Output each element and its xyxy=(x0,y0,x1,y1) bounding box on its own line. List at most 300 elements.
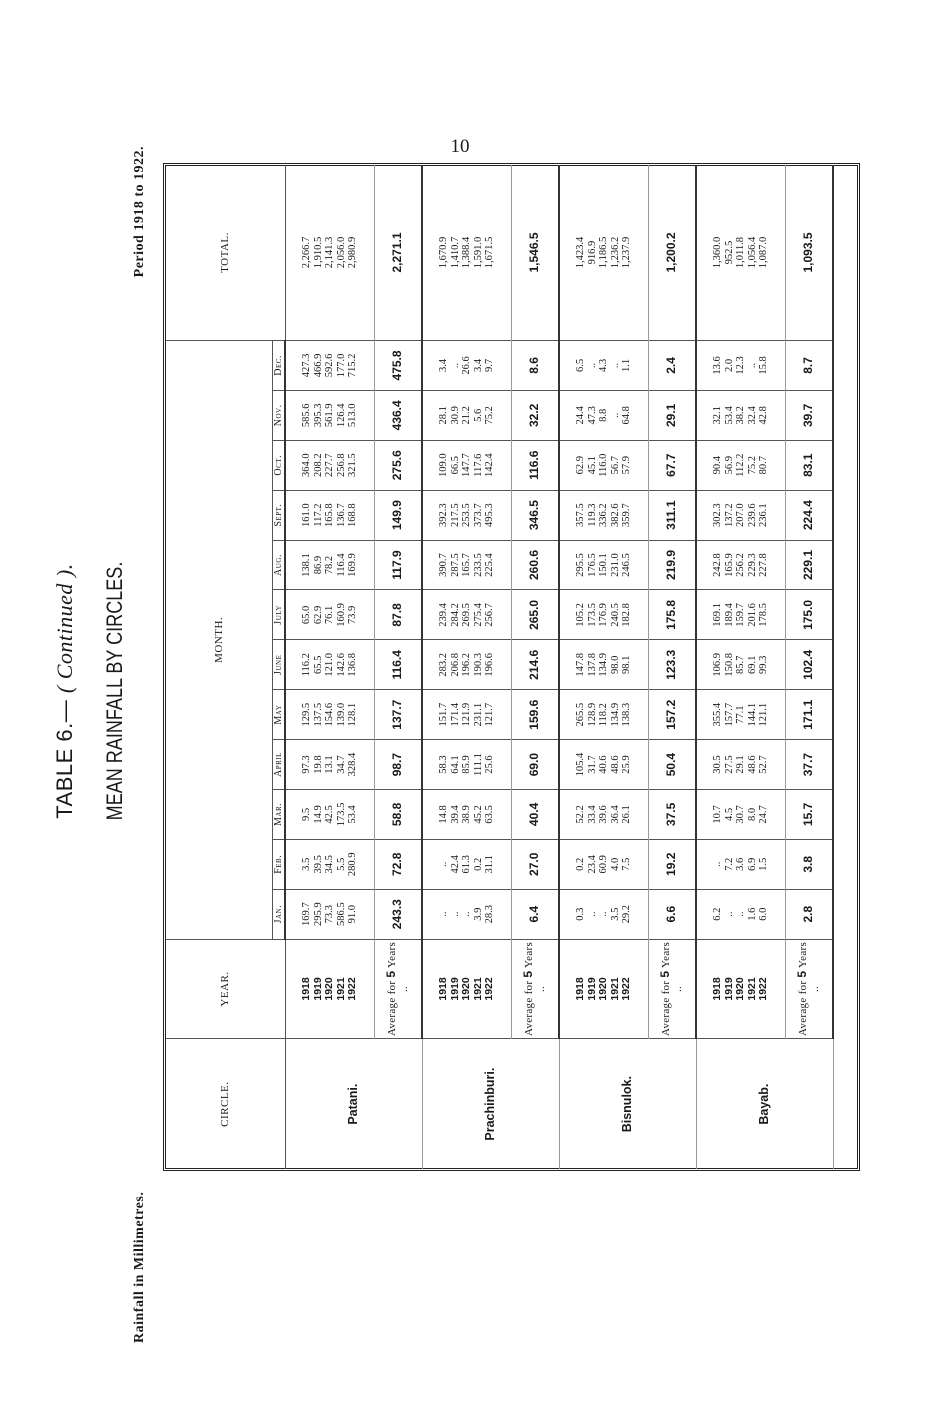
rainfall-value: 32.1 xyxy=(712,406,724,425)
rainfall-value: 34.7 xyxy=(335,755,347,774)
rainfall-value: .. xyxy=(449,362,461,369)
month-values-july xyxy=(422,590,512,640)
month-header-july: July xyxy=(273,590,286,640)
year-value: 1920 xyxy=(734,977,747,1001)
rainfall-value: 225.4 xyxy=(484,553,496,577)
average-label-text: Average for xyxy=(660,980,672,1036)
rainfall-value: 66.5 xyxy=(449,456,461,475)
average-dots: .. xyxy=(671,985,684,993)
rainfall-value: 60.9 xyxy=(598,855,610,874)
year-value: 1921 xyxy=(608,977,621,1001)
rainfall-value: 513.0 xyxy=(347,403,359,428)
circle-average-row xyxy=(786,165,834,1169)
month-values-dec xyxy=(422,341,512,391)
year-value: 1921 xyxy=(745,977,758,1001)
average-years-count: 5 xyxy=(658,970,672,978)
average-value: 39.7 xyxy=(786,390,834,440)
rainfall-value: 56.9 xyxy=(723,456,735,475)
rainfall-value: 34.5 xyxy=(324,855,336,874)
rainfall-value: 239.4 xyxy=(438,603,450,627)
rainfall-value: 8.0 xyxy=(746,807,758,821)
average-years-suffix: Years xyxy=(660,941,672,968)
rainfall-value: 392.3 xyxy=(438,503,450,527)
table-body xyxy=(285,165,833,1169)
average-total-value: 2,271.1 xyxy=(375,165,423,341)
month-values-june xyxy=(285,640,375,690)
table-title-number: TABLE 6.— xyxy=(52,699,77,819)
average-value: 243.3 xyxy=(375,889,423,939)
rainfall-value: 53.4 xyxy=(347,805,359,824)
rainfall-value: 62.9 xyxy=(575,456,587,475)
rainfall-value: 585.6 xyxy=(301,403,313,428)
year-value: 1920 xyxy=(597,977,610,1001)
total-value: 2,980.9 xyxy=(347,236,358,269)
month-values-nov xyxy=(696,390,786,440)
total-value: 1,236.2 xyxy=(609,236,621,269)
total-value: 1,423.4 xyxy=(575,236,587,269)
month-values-aug xyxy=(422,540,512,590)
rainfall-value: 134.9 xyxy=(609,702,621,727)
total-value: 1,670.9 xyxy=(438,236,450,269)
rainfall-value: 9.7 xyxy=(484,358,496,373)
average-value: 171.1 xyxy=(786,690,834,740)
rainfall-value: 116.4 xyxy=(335,553,347,577)
average-value: 346.5 xyxy=(512,490,560,540)
average-value: 40.4 xyxy=(512,790,560,840)
average-total-value: 1,093.5 xyxy=(786,165,834,341)
average-value: 58.8 xyxy=(375,790,423,840)
month-header-sept: Sept. xyxy=(273,490,286,540)
rainfall-value: 390.7 xyxy=(438,553,450,577)
rainfall-value: 7.5 xyxy=(621,857,633,871)
rainfall-value: 14.9 xyxy=(312,805,324,824)
month-values-feb xyxy=(422,839,512,889)
month-values-june xyxy=(422,640,512,690)
average-value: 67.7 xyxy=(649,440,697,490)
rainfall-value: 112.2 xyxy=(735,453,747,477)
month-values-feb xyxy=(696,839,786,889)
month-header-jan: Jan. xyxy=(273,889,286,939)
rainfall-value: 9.5 xyxy=(301,807,313,821)
rainfall-value: 328.4 xyxy=(347,752,359,777)
total-value: 1,186.5 xyxy=(598,236,610,269)
circle-average-row xyxy=(649,165,697,1169)
rainfall-value: 121.7 xyxy=(484,702,496,727)
year-list xyxy=(559,939,649,1039)
year-value: 1918 xyxy=(711,977,724,1001)
rainfall-value: 171.4 xyxy=(449,702,461,727)
average-value: 175.0 xyxy=(786,590,834,640)
rainfall-value: 118.2 xyxy=(598,703,610,727)
circle-data-row xyxy=(696,165,786,1169)
rainfall-value: .. xyxy=(723,911,735,917)
rainfall-value: 65.0 xyxy=(301,605,313,625)
month-header-may: May xyxy=(273,690,286,740)
rainfall-value: 14.8 xyxy=(438,805,450,824)
total-value: 1,087.0 xyxy=(758,236,770,269)
rainfall-value: 6.0 xyxy=(758,907,770,921)
year-list xyxy=(422,939,512,1039)
rainfall-value: 4.0 xyxy=(609,857,621,871)
rainfall-value: 169.9 xyxy=(347,553,359,577)
total-value: 916.9 xyxy=(586,240,598,265)
rainfall-value: 165.7 xyxy=(461,553,473,577)
rainfall-value: 36.4 xyxy=(609,805,621,824)
total-values xyxy=(696,165,786,341)
average-value: 87.8 xyxy=(375,590,423,640)
page-number: 10 xyxy=(450,136,470,157)
rainfall-value: 45.1 xyxy=(586,456,598,475)
month-values-may xyxy=(422,690,512,740)
rainfall-value: 119.3 xyxy=(586,503,598,527)
average-value: 123.3 xyxy=(649,640,697,690)
rainfall-value: 157.7 xyxy=(723,702,735,727)
average-value: 6.4 xyxy=(512,889,560,939)
rainfall-value: .. xyxy=(609,362,621,369)
rainfall-value: 61.3 xyxy=(461,855,473,874)
rainfall-value: 24.4 xyxy=(575,406,587,425)
header-circle: CIRCLE. xyxy=(166,1039,285,1169)
month-values-sept xyxy=(559,490,649,540)
month-values-mar xyxy=(696,790,786,840)
rainfall-value: 48.6 xyxy=(609,755,621,774)
month-values-oct xyxy=(559,440,649,490)
rainfall-value: 206.8 xyxy=(449,652,461,677)
rainfall-value: 287.5 xyxy=(449,553,461,577)
rainfall-value: 5.6 xyxy=(472,408,484,422)
month-header-june: June xyxy=(273,640,286,690)
month-values-feb xyxy=(285,839,375,889)
rainfall-value: .. xyxy=(586,362,598,369)
rainfall-value: 29.2 xyxy=(621,904,633,924)
rainfall-value: 173.5 xyxy=(586,603,598,627)
rainfall-value: 2.0 xyxy=(723,358,735,373)
rainfall-value: 40.6 xyxy=(598,755,610,774)
year-value: 1919 xyxy=(448,977,461,1001)
average-value: 214.6 xyxy=(512,640,560,690)
month-values-april xyxy=(559,740,649,790)
rainfall-value: 25.9 xyxy=(621,755,633,774)
average-value: 37.5 xyxy=(649,790,697,840)
rainfall-value: 3.9 xyxy=(472,907,484,921)
month-values-april xyxy=(422,740,512,790)
rainfall-value: 150.1 xyxy=(598,553,610,577)
rainfall-value: 151.7 xyxy=(438,702,450,727)
month-header-aug: Aug. xyxy=(273,540,286,590)
rainfall-value: 105.2 xyxy=(575,603,587,627)
rainfall-value: 168.8 xyxy=(347,503,359,527)
rainfall-value: 91.0 xyxy=(347,904,359,924)
rainfall-value: .. xyxy=(449,911,461,917)
rainfall-value: 38.2 xyxy=(735,406,747,425)
rainfall-value: 139.0 xyxy=(335,702,347,727)
month-header-feb: Feb. xyxy=(273,839,286,889)
rainfall-value: 33.4 xyxy=(586,805,598,824)
rainfall-value: 105.4 xyxy=(575,752,587,777)
average-years-count: 5 xyxy=(521,970,535,978)
rainfall-value: 173.5 xyxy=(335,802,347,827)
average-value: 37.7 xyxy=(786,740,834,790)
rainfall-value: 178.5 xyxy=(758,603,770,627)
total-value: 2,266.7 xyxy=(301,236,312,269)
average-value: 32.2 xyxy=(512,390,560,440)
rainfall-value: 126.4 xyxy=(335,403,347,428)
average-label xyxy=(375,939,423,1039)
rainfall-value: 12.3 xyxy=(735,356,747,375)
rainfall-value: 240.5 xyxy=(609,603,621,627)
month-values-may xyxy=(559,690,649,740)
average-years-count: 5 xyxy=(384,970,398,978)
rainfall-value: 99.3 xyxy=(758,655,770,674)
rainfall-value: 134.9 xyxy=(598,652,610,677)
rainfall-value: 28.1 xyxy=(438,406,450,425)
average-label xyxy=(512,939,560,1039)
rainfall-value: 42.4 xyxy=(449,855,461,874)
total-value: 1,237.9 xyxy=(621,236,633,269)
rainfall-value: 138.3 xyxy=(621,702,633,727)
rainfall-value: 217.5 xyxy=(449,503,461,527)
total-value: 1,910.5 xyxy=(312,236,324,269)
rainfall-value: 6.5 xyxy=(575,358,587,373)
average-years-suffix: Years xyxy=(523,941,535,968)
year-value: 1922 xyxy=(757,977,770,1001)
rainfall-value: 395.3 xyxy=(312,403,324,428)
year-list xyxy=(696,939,786,1039)
rainfall-value: 56.7 xyxy=(609,456,621,475)
month-values-sept xyxy=(696,490,786,540)
rainfall-value: 19.8 xyxy=(312,755,324,774)
average-value: 102.4 xyxy=(786,640,834,690)
rainfall-value: 208.2 xyxy=(312,453,324,478)
total-value: 1,360.0 xyxy=(712,236,724,269)
rainfall-value: 27.5 xyxy=(723,755,735,774)
rainfall-value: 137.8 xyxy=(586,652,598,677)
rainfall-value: 73.9 xyxy=(347,605,359,625)
month-values-jan xyxy=(422,889,512,939)
rainfall-value: 169.1 xyxy=(712,603,724,627)
rainfall-value: 165.8 xyxy=(324,503,336,527)
month-values-dec xyxy=(285,341,375,391)
average-value: 6.6 xyxy=(649,889,697,939)
month-values-mar xyxy=(285,790,375,840)
rainfall-value: 26.6 xyxy=(461,356,473,375)
rainfall-value: 47.3 xyxy=(586,406,598,425)
rainfall-value: 336.2 xyxy=(598,503,610,527)
total-value: 2,056.0 xyxy=(335,236,347,269)
rainfall-value: 280.9 xyxy=(347,852,359,877)
rainfall-value: 52.2 xyxy=(575,805,587,824)
period-note: Period 1918 to 1922. xyxy=(132,146,147,278)
rainfall-value: 31.1 xyxy=(484,855,496,874)
average-value: 275.6 xyxy=(375,440,423,490)
rainfall-value: .. xyxy=(438,911,450,917)
rainfall-value: 283.2 xyxy=(438,652,450,677)
table-subtitle: MEAN RAINFALL BY CIRCLES. xyxy=(102,561,127,821)
rainfall-value: 21.2 xyxy=(461,406,473,425)
rainfall-value: 137.2 xyxy=(723,503,735,527)
rainfall-value: 284.2 xyxy=(449,603,461,627)
rainfall-value: 29.1 xyxy=(735,755,747,774)
year-value: 1921 xyxy=(334,977,347,1001)
average-value: 219.9 xyxy=(649,540,697,590)
rainfall-value: 150.8 xyxy=(723,652,735,677)
year-value: 1920 xyxy=(460,977,473,1001)
rainfall-value: 190.3 xyxy=(472,652,484,677)
header-total: TOTAL. xyxy=(166,165,285,341)
rainfall-value: 201.6 xyxy=(746,603,758,627)
total-values xyxy=(559,165,649,341)
rainfall-value: 196.6 xyxy=(484,652,496,677)
rainfall-value: 169.7 xyxy=(301,902,313,926)
year-value: 1919 xyxy=(311,977,324,1001)
average-value: 50.4 xyxy=(649,740,697,790)
circle-data-row xyxy=(285,165,375,1169)
rainfall-value: 85.9 xyxy=(461,755,473,774)
rainfall-value: 117.6 xyxy=(472,453,484,477)
rainfall-value: 182.8 xyxy=(621,603,633,627)
month-values-oct xyxy=(422,440,512,490)
rainfall-value: 0.3 xyxy=(575,907,587,921)
rainfall-value: 23.4 xyxy=(586,855,598,874)
circle-name: Bisnulok. xyxy=(559,1039,696,1169)
rainfall-value: 189.4 xyxy=(723,603,735,627)
rainfall-value: 295.5 xyxy=(575,553,587,577)
total-value: 1,011.8 xyxy=(735,236,747,269)
rainfall-value: 77.1 xyxy=(735,705,747,724)
rainfall-value: 586.5 xyxy=(335,902,347,926)
rainfall-value: 98.0 xyxy=(609,655,621,674)
rainfall-value: .. xyxy=(712,861,724,867)
total-value: 1,056.4 xyxy=(746,236,758,269)
total-value: 2,141.3 xyxy=(324,236,335,269)
rainfall-value: 39.6 xyxy=(598,805,610,824)
rainfall-value: 32.4 xyxy=(746,406,758,425)
rainfall-value: 1.5 xyxy=(758,857,770,871)
month-values-june xyxy=(696,640,786,690)
rainfall-value: 142.4 xyxy=(484,453,496,478)
year-value: 1919 xyxy=(722,977,735,1001)
rainfall-value: 52.7 xyxy=(758,755,770,774)
rainfall-value: .. xyxy=(735,911,747,917)
rainfall-value: 256.7 xyxy=(484,603,496,627)
rainfall-table xyxy=(166,165,834,1169)
month-values-aug xyxy=(285,540,375,590)
rainfall-value: 592.6 xyxy=(324,353,336,378)
rainfall-value: 97.3 xyxy=(301,755,313,774)
month-values-jan xyxy=(559,889,649,939)
rainfall-value: 3.4 xyxy=(438,358,450,373)
rainfall-value: 111.1 xyxy=(472,753,484,776)
rainfall-value: 62.9 xyxy=(312,605,324,625)
rainfall-value: 160.9 xyxy=(335,603,347,627)
total-value: 1,410.7 xyxy=(449,236,461,269)
average-years-suffix: Years xyxy=(797,941,809,968)
rainfall-value: 207.0 xyxy=(735,503,747,527)
month-values-aug xyxy=(559,540,649,590)
average-value: 117.9 xyxy=(375,540,423,590)
rainfall-value: 58.3 xyxy=(438,755,450,774)
total-values xyxy=(422,165,512,341)
average-label-text: Average for xyxy=(386,980,398,1036)
rainfall-value: 3.5 xyxy=(609,907,621,921)
average-total-value: 1,200.2 xyxy=(649,165,697,341)
rainfall-value: 154.6 xyxy=(324,702,336,727)
rainfall-value: 227.7 xyxy=(324,453,336,478)
average-value: 69.0 xyxy=(512,740,560,790)
rainfall-value: 242.8 xyxy=(712,553,724,577)
month-values-oct xyxy=(696,440,786,490)
rainfall-value: 128.1 xyxy=(347,702,359,727)
rainfall-value: 121.0 xyxy=(324,652,336,677)
rainfall-value: 30.7 xyxy=(735,805,747,824)
rainfall-value: .. xyxy=(746,362,758,369)
circle-name: Prachinburi. xyxy=(422,1039,559,1169)
average-value: 436.4 xyxy=(375,390,423,440)
header-month: MONTH. xyxy=(166,341,273,940)
rainfall-value: 246.5 xyxy=(621,553,633,577)
rainfall-value: 129.5 xyxy=(301,702,313,727)
year-value: 1922 xyxy=(483,977,496,1001)
rainfall-value: 159.7 xyxy=(735,603,747,627)
year-value: 1918 xyxy=(300,977,312,1001)
month-values-may xyxy=(696,690,786,740)
average-label-text: Average for xyxy=(797,980,809,1036)
average-value: 159.6 xyxy=(512,690,560,740)
rainfall-value: 57.9 xyxy=(621,456,633,475)
rainfall-value: 116.2 xyxy=(301,653,313,677)
rainfall-value: .. xyxy=(438,861,450,867)
month-values-july xyxy=(559,590,649,640)
average-value: 2.8 xyxy=(786,889,834,939)
total-value: 1,591.0 xyxy=(472,236,484,269)
rainfall-value: 3.5 xyxy=(301,857,313,871)
month-header-april: April xyxy=(273,740,286,790)
circle-name: Patani. xyxy=(285,1039,422,1169)
month-values-may xyxy=(285,690,375,740)
rainfall-value: 69.1 xyxy=(746,655,758,674)
month-values-july xyxy=(285,590,375,640)
rainfall-value: 25.6 xyxy=(484,755,496,774)
rainfall-value: 106.9 xyxy=(712,652,724,677)
rainfall-value: 236.1 xyxy=(758,503,770,527)
rainfall-value: 76.1 xyxy=(324,605,336,625)
rainfall-value: .. xyxy=(586,911,598,917)
rainfall-value: 7.2 xyxy=(723,857,735,871)
circle-average-row xyxy=(375,165,423,1169)
rainfall-value: 256.8 xyxy=(335,453,347,478)
average-value: 116.6 xyxy=(512,440,560,490)
rainfall-value: 136.7 xyxy=(335,503,347,527)
rainfall-value: 39.5 xyxy=(312,855,324,874)
rainfall-value: 80.7 xyxy=(758,456,770,475)
month-values-june xyxy=(559,640,649,690)
rainfall-value: 75.2 xyxy=(746,456,758,475)
month-values-nov xyxy=(285,390,375,440)
rainfall-value: 48.6 xyxy=(746,755,758,774)
rainfall-value: 138.1 xyxy=(301,553,313,577)
rainfall-value: 64.8 xyxy=(621,406,633,425)
rainfall-value: 256.2 xyxy=(735,553,747,577)
rainfall-value: 63.5 xyxy=(484,805,496,824)
year-value: 1920 xyxy=(323,977,335,1001)
rainfall-value: 1.6 xyxy=(746,907,758,921)
rainfall-value: 65.5 xyxy=(312,655,324,674)
rainfall-value: 357.5 xyxy=(575,503,587,527)
year-value: 1922 xyxy=(346,977,358,1001)
rainfall-value: 42.5 xyxy=(324,805,336,824)
rainfall-value: 715.2 xyxy=(347,353,359,378)
year-value: 1922 xyxy=(620,977,633,1001)
